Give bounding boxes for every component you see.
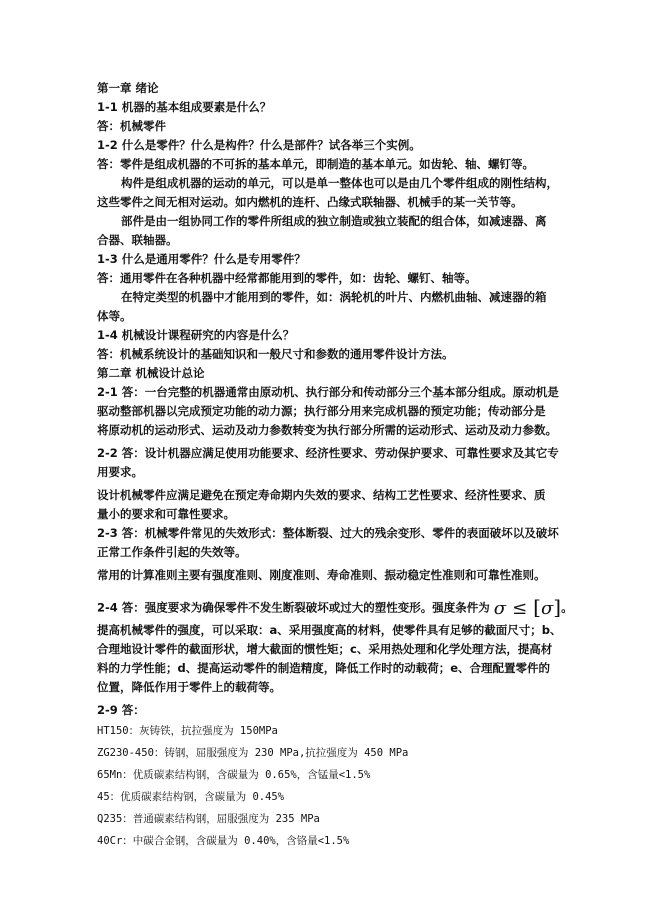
answer-2-3-line-2: 正常工作条件引起的失效等。 xyxy=(97,545,247,559)
answer-1-2: 答：零件是组成机器的不可拆的基本单元，即制造的基本单元。如齿轮、轴、螺钉等。 xyxy=(97,157,534,171)
answer-2-9-heading: 2-9 答： xyxy=(97,703,145,717)
answer-2-2-line-1: 2-2 答：设计机器应满足使用功能要求、经济性要求、劳动保护要求、可靠性要求及其它专 xyxy=(97,446,559,460)
question-1-1: 1-1 机器的基本组成要素是什么？ xyxy=(97,100,272,114)
formula-operator: ≤ xyxy=(512,598,528,619)
answer-2-2b-line-2: 量小的要求和可靠性要求。 xyxy=(97,507,235,521)
question-1-2: 1-2 什么是零件？什么是构件？什么是部件？试各举三个实例。 xyxy=(97,138,421,152)
material-65mn: 65Mn：优质碳素结构钢，含碳量为 0.65%，含锰量<1.5% xyxy=(97,769,371,781)
answer-1-2-part-line-2: 合器、联轴器。 xyxy=(97,233,178,247)
answer-2-4-text: 2-4 答：强度要求为确保零件不发生断裂破坏或过大的塑性变形。强度条件为 xyxy=(97,600,490,615)
answer-2-2-line-2: 用要求。 xyxy=(97,465,143,479)
formula-lhs: σ xyxy=(493,598,507,619)
chapter-1-title: 第一章 绪论 xyxy=(97,81,159,95)
answer-2-3-line-1: 2-3 答：机械零件常见的失效形式：整体断裂、过大的残余变形、零件的表面破坏以及破坏 xyxy=(97,526,559,540)
answer-1-1: 答：机械零件 xyxy=(97,119,166,133)
answer-2-3b: 常用的计算准则主要有强度准则、刚度准则、寿命准则、振动稳定性准则和可靠性准则。 xyxy=(97,568,546,582)
answer-2-4-period: 。 xyxy=(561,600,573,615)
document-content xyxy=(97,79,573,852)
answer-1-4: 答：机械系统设计的基础知识和一般尺寸和参数的通用零件设计方法。 xyxy=(97,347,454,361)
answer-1-3: 答：通用零件在各种机器中经常都能用到的零件，如：齿轮、螺钉、轴等。 xyxy=(97,271,477,285)
formula-rhs: σ xyxy=(540,598,554,619)
answer-1-2-component-line-2: 这些零件之间无相对运动。如内燃机的连杆、凸缘式联轴器、机械手的某一关节等。 xyxy=(97,195,523,209)
answer-2-4-line-5: 位置，降低作用于零件上的载荷等。 xyxy=(97,680,281,694)
answer-2-4-line-1 xyxy=(97,593,573,621)
answer-1-2-component-line-1: 构件是组成机器的运动的单元，可以是单一整体也可以是由几个零件组成的刚性结构， xyxy=(121,176,558,190)
strength-condition-formula: σ ≤ [σ] xyxy=(493,595,562,619)
question-1-4: 1-4 机械设计课程研究的内容是什么？ xyxy=(97,328,295,342)
answer-2-4-line-4: 料的力学性能；d、提高运动零件的制造精度，降低工作时的动载荷；e、合理配置零件的 xyxy=(97,661,551,675)
answer-2-4-line-3: 合理地设计零件的截面形状，增大截面的惯性矩；c、采用热处理和化学处理方法，提高材 xyxy=(97,642,553,656)
answer-2-4-line-2: 提高机械零件的强度，可以采取：a、采用强度高的材料，使零件具有足够的截面尺寸；b、 xyxy=(97,623,562,637)
chapter-2-title: 第二章 机械设计总论 xyxy=(97,366,205,380)
answer-2-1-line-2: 驱动整部机器以完成预定功能的动力源；执行部分用来完成机器的预定功能；传动部分是 xyxy=(97,404,546,418)
answer-2-1-line-3: 将原动机的运动形式、运动及动力参数转变为执行部分所需的运动形式、运动及动力参数。 xyxy=(97,423,557,437)
answer-2-1-line-1: 2-1 答：一台完整的机器通常由原动机、执行部分和传动部分三个基本部分组成。原动机是 xyxy=(97,385,559,399)
material-ht150: HT150：灰铸铁，抗拉强度为 150MPa xyxy=(97,725,278,737)
material-q235: Q235：普通碳素结构钢，屈服强度为 235 MPa xyxy=(97,813,320,825)
answer-1-2-part-line-1: 部件是由一组协同工作的零件所组成的独立制造或独立装配的组合体，如减速器、离 xyxy=(121,214,547,228)
answer-1-3-special-line-2: 体等。 xyxy=(97,309,132,323)
answer-2-2b-line-1: 设计机械零件应满足避免在预定寿命期内失效的要求、结构工艺性要求、经济性要求、质 xyxy=(97,488,546,502)
answer-1-3-special-line-1: 在特定类型的机器中才能用到的零件，如：涡轮机的叶片、内燃机曲轴、减速器的箱 xyxy=(121,290,547,304)
material-40cr: 40Cr：中碳合金钢，含碳量为 0.40%，含铬量<1.5% xyxy=(97,835,350,847)
material-45: 45：优质碳素结构钢，含碳量为 0.45% xyxy=(97,791,285,803)
material-zg230-450: ZG230-450：铸钢，屈服强度为 230 MPa,抗拉强度为 450 MPa xyxy=(97,747,409,759)
question-1-3: 1-3 什么是通用零件？什么是专用零件？ xyxy=(97,252,306,266)
